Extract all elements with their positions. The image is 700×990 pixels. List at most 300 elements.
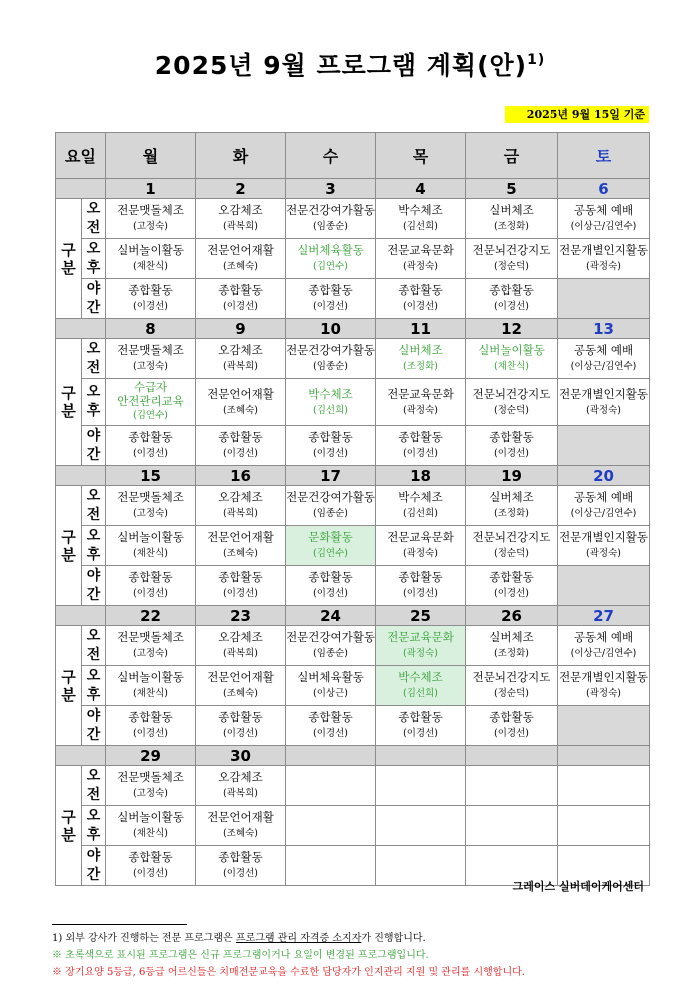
date-mon: 29 — [106, 746, 196, 766]
program-cell-sat-pm — [558, 239, 650, 279]
date-tue: 23 — [196, 606, 286, 626]
instructor-name: (김선희) — [403, 508, 438, 519]
instructor-name: (곽정숙) — [403, 648, 438, 659]
program-cell-wed-am — [286, 626, 376, 666]
instructor-name: (곽정숙) — [586, 548, 621, 559]
program-name: 공동체 예배 — [573, 630, 634, 644]
gubun-text: 구분 — [61, 807, 76, 844]
instructor-name: (조정화) — [494, 221, 529, 232]
program-cell-sat-am — [558, 486, 650, 526]
program-name: 종합활동 — [489, 570, 534, 584]
program-cell-wed-night — [286, 566, 376, 606]
period-row-night — [56, 706, 650, 746]
period-label-pm — [82, 666, 106, 706]
program-name: 종합활동 — [128, 570, 173, 584]
program-cell-fri-am — [466, 199, 558, 239]
program-name: 박수체조 — [308, 386, 353, 401]
program-cell-thu-night — [376, 279, 466, 319]
program-cell-thu-am — [376, 766, 466, 806]
program-name: 전문교육문화 — [387, 530, 454, 544]
program-name: 공동체 예배 — [573, 490, 634, 504]
program-cell-tue-night — [196, 706, 286, 746]
program-cell-thu-am — [376, 199, 466, 239]
program-cell-fri-pm — [466, 666, 558, 706]
program-name: 전문언어재활 — [207, 670, 274, 684]
program-name: 전문뇌건강지도 — [472, 243, 551, 257]
program-cell-sat-am — [558, 766, 650, 806]
program-cell-thu-night — [376, 566, 466, 606]
period-text: 야간 — [86, 567, 101, 603]
instructor-name: (조혜숙) — [223, 404, 258, 416]
program-cell-sat-night — [558, 426, 650, 466]
period-label-am — [82, 486, 106, 526]
instructor-name: (김선희) — [403, 221, 438, 232]
gubun-label — [56, 199, 82, 319]
program-cell-tue-pm — [196, 526, 286, 566]
date-tue: 30 — [196, 746, 286, 766]
instructor-name: (임종순) — [313, 221, 348, 232]
program-name: 실버체육활동 — [297, 243, 364, 257]
date-thu — [376, 746, 466, 766]
program-cell-mon-am — [106, 199, 196, 239]
program-cell-wed-night — [286, 706, 376, 746]
instructor-name: (임종순) — [313, 508, 348, 519]
program-cell-sat-pm — [558, 526, 650, 566]
date-row-spacer — [56, 179, 106, 199]
instructor-name: (곽복희) — [223, 788, 258, 799]
program-name: 실버놀이활동 — [478, 343, 545, 357]
instructor-name: (이경선) — [133, 868, 168, 879]
program-name: 전문교육문화 — [387, 243, 454, 257]
instructor-name: (채찬식) — [133, 828, 168, 839]
date-mon: 15 — [106, 466, 196, 486]
program-cell-tue-am — [196, 486, 286, 526]
instructor-name: (곽정숙) — [403, 404, 438, 416]
program-name: 오감체조 — [218, 630, 263, 644]
organization-name: 그레이스 실버데이케어센터 — [512, 880, 644, 893]
program-cell-tue-night — [196, 426, 286, 466]
program-cell-sat-am — [558, 339, 650, 379]
period-label-night — [82, 566, 106, 606]
program-name: 종합활동 — [398, 570, 443, 584]
date-sat: 13 — [558, 319, 650, 339]
date-thu: 4 — [376, 179, 466, 199]
program-cell-sat-night — [558, 706, 650, 746]
period-text: 오후 — [86, 807, 101, 843]
instructor-name: (곽복희) — [223, 361, 258, 372]
title-footnote-mark: 1) — [527, 52, 546, 68]
instructor-name: (이상근) — [313, 688, 348, 699]
program-name: 전문언어재활 — [207, 386, 274, 401]
date-tue: 2 — [196, 179, 286, 199]
period-label-night — [82, 426, 106, 466]
program-cell-mon-am — [106, 339, 196, 379]
program-name: 실버체조 — [489, 630, 534, 644]
program-cell-sat-night — [558, 279, 650, 319]
instructor-name: (임종순) — [313, 648, 348, 659]
instructor-name: (곽정숙) — [403, 548, 438, 559]
date-fri: 19 — [466, 466, 558, 486]
program-cell-mon-night — [106, 566, 196, 606]
date-wed: 24 — [286, 606, 376, 626]
program-cell-mon-am — [106, 626, 196, 666]
date-thu: 18 — [376, 466, 466, 486]
program-name: 종합활동 — [398, 430, 443, 444]
program-cell-fri-night — [466, 706, 558, 746]
footnote-divider — [52, 924, 187, 925]
date-row — [56, 746, 650, 766]
program-cell-thu-pm — [376, 806, 466, 846]
program-cell-sat-pm — [558, 666, 650, 706]
instructor-name: (정순덕) — [494, 688, 529, 699]
instructor-name: (조혜숙) — [223, 261, 258, 272]
instructor-name: (이경선) — [223, 448, 258, 459]
program-cell-thu-pm — [376, 379, 466, 426]
period-label-am — [82, 626, 106, 666]
basis-date: 2025년 9월 15일 기준 — [505, 106, 649, 123]
program-cell-tue-am — [196, 626, 286, 666]
instructor-name: (조정화) — [494, 508, 529, 519]
period-row-pm — [56, 379, 650, 426]
program-name: 전문건강여가활동 — [286, 203, 375, 217]
program-name: 오감체조 — [218, 343, 263, 357]
program-cell-mon-pm — [106, 666, 196, 706]
program-name: 종합활동 — [128, 710, 173, 724]
date-row-spacer — [56, 466, 106, 486]
gubun-label — [56, 766, 82, 886]
instructor-name: (이경선) — [223, 868, 258, 879]
instructor-name: (곽복희) — [223, 648, 258, 659]
date-sat: 27 — [558, 606, 650, 626]
program-cell-tue-night — [196, 566, 286, 606]
period-row-pm — [56, 526, 650, 566]
instructor-name: (이경선) — [223, 728, 258, 739]
program-name: 종합활동 — [308, 710, 353, 724]
instructor-name: (이경선) — [403, 728, 438, 739]
period-label-am — [82, 199, 106, 239]
instructor-name: (이경선) — [494, 728, 529, 739]
program-cell-tue-pm — [196, 806, 286, 846]
program-name: 박수체조 — [398, 203, 443, 217]
program-name: 공동체 예배 — [573, 203, 634, 217]
date-sat — [558, 746, 650, 766]
program-cell-thu-am — [376, 486, 466, 526]
instructor-name: (이경선) — [403, 448, 438, 459]
program-cell-fri-pm — [466, 806, 558, 846]
period-label-night — [82, 279, 106, 319]
program-name: 종합활동 — [128, 430, 173, 444]
program-cell-fri-pm — [466, 379, 558, 426]
instructor-name: (채찬식) — [133, 688, 168, 699]
program-cell-mon-pm — [106, 806, 196, 846]
footnote-1 — [52, 929, 426, 944]
instructor-name: (이경선) — [133, 728, 168, 739]
program-cell-thu-night — [376, 706, 466, 746]
gubun-text: 구분 — [61, 527, 76, 564]
day-label-header: 요일 — [56, 133, 106, 179]
period-text: 야간 — [86, 847, 101, 883]
program-cell-wed-am — [286, 339, 376, 379]
period-text: 야간 — [86, 427, 101, 463]
program-name: 전문건강여가활동 — [286, 343, 375, 357]
date-fri — [466, 746, 558, 766]
instructor-name: (채찬식) — [133, 548, 168, 559]
footnote-1-underline: 프로그램 관리 자격증 소지자 — [235, 933, 362, 944]
date-thu: 25 — [376, 606, 466, 626]
program-name: 전문건강여가활동 — [286, 490, 375, 504]
period-label-am — [82, 766, 106, 806]
date-row-spacer — [56, 606, 106, 626]
instructor-name: (이경선) — [223, 588, 258, 599]
program-name-line2: 안전관리교육 — [117, 394, 184, 408]
date-fri: 26 — [466, 606, 558, 626]
program-name: 전문언어재활 — [207, 530, 274, 544]
program-cell-sat-am — [558, 626, 650, 666]
program-cell-fri-night — [466, 426, 558, 466]
program-cell-fri-am — [466, 626, 558, 666]
gubun-label — [56, 626, 82, 746]
program-name: 종합활동 — [128, 283, 173, 297]
program-name: 실버체육활동 — [297, 670, 364, 684]
program-cell-sat-pm — [558, 379, 650, 426]
program-cell-fri-am — [466, 486, 558, 526]
program-name: 오감체조 — [218, 203, 263, 217]
gubun-text: 구분 — [61, 240, 76, 277]
date-mon: 8 — [106, 319, 196, 339]
instructor-name: (이경선) — [133, 448, 168, 459]
program-cell-wed-night — [286, 279, 376, 319]
header-row — [56, 133, 650, 179]
date-mon: 1 — [106, 179, 196, 199]
period-label-am — [82, 339, 106, 379]
program-name: 종합활동 — [218, 570, 263, 584]
date-sat: 20 — [558, 466, 650, 486]
day-header-wed: 수 — [286, 133, 376, 179]
program-name: 오감체조 — [218, 770, 263, 784]
program-name: 실버놀이활동 — [117, 530, 184, 544]
program-name: 전문뇌건강지도 — [472, 670, 551, 684]
program-name: 전문교육문화 — [387, 630, 454, 644]
program-cell-wed-pm — [286, 526, 376, 566]
instructor-name: (조정화) — [494, 648, 529, 659]
program-cell-tue-night — [196, 846, 286, 886]
instructor-name: (이상근/김연수) — [570, 221, 637, 232]
program-cell-fri-am — [466, 766, 558, 806]
instructor-name: (이경선) — [133, 588, 168, 599]
instructor-name: (채찬식) — [133, 261, 168, 272]
program-name: 전문맷돌체조 — [117, 770, 184, 784]
day-header-mon: 월 — [106, 133, 196, 179]
instructor-name: (정순덕) — [494, 404, 529, 416]
gubun-text: 구분 — [61, 384, 76, 420]
program-cell-wed-am — [286, 486, 376, 526]
date-wed: 17 — [286, 466, 376, 486]
program-cell-sat-pm — [558, 806, 650, 846]
program-cell-tue-pm — [196, 239, 286, 279]
program-cell-fri-night — [466, 279, 558, 319]
program-cell-thu-am — [376, 626, 466, 666]
program-name: 종합활동 — [489, 430, 534, 444]
day-header-sat: 토 — [558, 133, 650, 179]
program-cell-fri-pm — [466, 239, 558, 279]
period-text: 오후 — [86, 240, 101, 276]
instructor-name: (이상근/김연수) — [570, 508, 637, 519]
period-label-night — [82, 706, 106, 746]
program-name: 전문언어재활 — [207, 810, 274, 824]
program-cell-mon-night — [106, 279, 196, 319]
gubun-label — [56, 486, 82, 606]
date-fri: 5 — [466, 179, 558, 199]
program-name: 오감체조 — [218, 490, 263, 504]
period-label-night — [82, 846, 106, 886]
program-name: 종합활동 — [128, 850, 173, 864]
instructor-name: (이경선) — [313, 301, 348, 312]
period-text: 오전 — [86, 200, 101, 236]
program-cell-sat-night — [558, 566, 650, 606]
instructor-name: (이경선) — [494, 301, 529, 312]
instructor-name: (이상근/김연수) — [570, 361, 637, 372]
schedule-table — [55, 132, 650, 886]
title-text: 2025년 9월 프로그램 계획(안) — [154, 51, 528, 80]
instructor-name: (이경선) — [494, 588, 529, 599]
instructor-name: (이경선) — [313, 588, 348, 599]
instructor-name: (고정숙) — [133, 221, 168, 232]
instructor-name: (이경선) — [403, 301, 438, 312]
page-title — [0, 46, 700, 82]
program-name: 종합활동 — [398, 283, 443, 297]
gubun-label — [56, 339, 82, 466]
program-cell-tue-night — [196, 279, 286, 319]
day-header-tue: 화 — [196, 133, 286, 179]
instructor-name: (조혜숙) — [223, 688, 258, 699]
period-label-pm — [82, 806, 106, 846]
instructor-name: (고정숙) — [133, 361, 168, 372]
program-cell-mon-night — [106, 426, 196, 466]
program-name: 문화활동 — [308, 530, 353, 544]
period-label-pm — [82, 379, 106, 426]
program-name: 종합활동 — [218, 710, 263, 724]
program-name: 종합활동 — [308, 283, 353, 297]
program-name: 종합활동 — [218, 850, 263, 864]
program-name: 수급자 — [133, 380, 168, 394]
program-name: 전문뇌건강지도 — [472, 386, 551, 401]
program-cell-wed-am — [286, 766, 376, 806]
program-cell-mon-night — [106, 846, 196, 886]
program-name: 전문맷돌체조 — [117, 630, 184, 644]
program-name: 전문맷돌체조 — [117, 490, 184, 504]
program-cell-wed-pm — [286, 239, 376, 279]
period-text: 야간 — [86, 707, 101, 743]
period-text: 오전 — [86, 487, 101, 523]
instructor-name: (이경선) — [403, 588, 438, 599]
program-name: 종합활동 — [308, 430, 353, 444]
footnote-1-post: 가 진행합니다. — [361, 933, 426, 944]
instructor-name: (정순덕) — [494, 548, 529, 559]
program-cell-wed-am — [286, 199, 376, 239]
program-cell-mon-pm — [106, 379, 196, 426]
program-cell-sat-am — [558, 199, 650, 239]
instructor-name: (김선희) — [313, 404, 348, 416]
program-name: 박수체조 — [398, 670, 443, 684]
period-label-pm — [82, 526, 106, 566]
program-cell-thu-pm — [376, 526, 466, 566]
program-cell-wed-night — [286, 426, 376, 466]
program-name: 전문건강여가활동 — [286, 630, 375, 644]
instructor-name: (이경선) — [223, 301, 258, 312]
program-name: 전문교육문화 — [387, 386, 454, 401]
program-name: 실버체조 — [398, 343, 443, 357]
footnote-green-note: ※ 초록색으로 표시된 프로그램은 신규 프로그램이거나 요일이 변경된 프로그램입니다. — [52, 950, 429, 961]
program-name: 전문뇌건강지도 — [472, 530, 551, 544]
instructor-name: (이경선) — [313, 448, 348, 459]
program-name: 실버체조 — [489, 490, 534, 504]
instructor-name: (김연수) — [313, 548, 348, 559]
period-row-am — [56, 199, 650, 239]
day-header-fri: 금 — [466, 133, 558, 179]
footnote-1-pre: 1) 외부 강사가 진행하는 전문 프로그램은 — [52, 933, 236, 944]
program-cell-mon-am — [106, 766, 196, 806]
instructor-name: (곽정숙) — [586, 261, 621, 272]
period-row-pm — [56, 806, 650, 846]
instructor-name: (곽복희) — [223, 508, 258, 519]
program-name: 종합활동 — [218, 430, 263, 444]
program-name: 실버놀이활동 — [117, 810, 184, 824]
instructor-name: (조혜숙) — [223, 828, 258, 839]
program-name: 전문개별인지활동 — [559, 530, 648, 544]
date-mon: 22 — [106, 606, 196, 626]
period-row-am — [56, 626, 650, 666]
program-name: 전문맷돌체조 — [117, 203, 184, 217]
instructor-name: (이경선) — [494, 448, 529, 459]
date-fri: 12 — [466, 319, 558, 339]
program-cell-wed-pm — [286, 379, 376, 426]
period-row-night — [56, 279, 650, 319]
instructor-name: (곽정숙) — [403, 261, 438, 272]
instructor-name: (고정숙) — [133, 648, 168, 659]
program-name: 전문개별인지활동 — [559, 670, 648, 684]
period-row-night — [56, 426, 650, 466]
period-label-pm — [82, 239, 106, 279]
program-cell-thu-night — [376, 846, 466, 886]
program-cell-wed-pm — [286, 806, 376, 846]
date-wed: 3 — [286, 179, 376, 199]
program-name: 종합활동 — [218, 283, 263, 297]
period-row-am — [56, 766, 650, 806]
instructor-name: (채찬식) — [494, 361, 529, 372]
date-tue: 9 — [196, 319, 286, 339]
program-cell-tue-am — [196, 766, 286, 806]
date-wed — [286, 746, 376, 766]
program-cell-tue-pm — [196, 666, 286, 706]
footnote-red-note: ※ 장기요양 5등급, 6등급 어르신들은 치매전문교육을 수료한 담당자가 인지관리 지원 및 관리를 시행합니다. — [52, 967, 525, 978]
date-row-spacer — [56, 746, 106, 766]
date-row — [56, 319, 650, 339]
gubun-text: 구분 — [61, 667, 76, 704]
program-name: 종합활동 — [398, 710, 443, 724]
program-cell-thu-night — [376, 426, 466, 466]
period-text: 야간 — [86, 280, 101, 316]
period-row-am — [56, 339, 650, 379]
instructor-name: (이경선) — [133, 301, 168, 312]
program-name: 박수체조 — [398, 490, 443, 504]
program-name: 전문개별인지활동 — [559, 243, 648, 257]
period-row-pm — [56, 239, 650, 279]
instructor-name: (이상근/김연수) — [570, 648, 637, 659]
period-text: 오후 — [86, 667, 101, 703]
period-text: 오후 — [86, 527, 101, 563]
period-text: 오전 — [86, 627, 101, 663]
date-wed: 10 — [286, 319, 376, 339]
